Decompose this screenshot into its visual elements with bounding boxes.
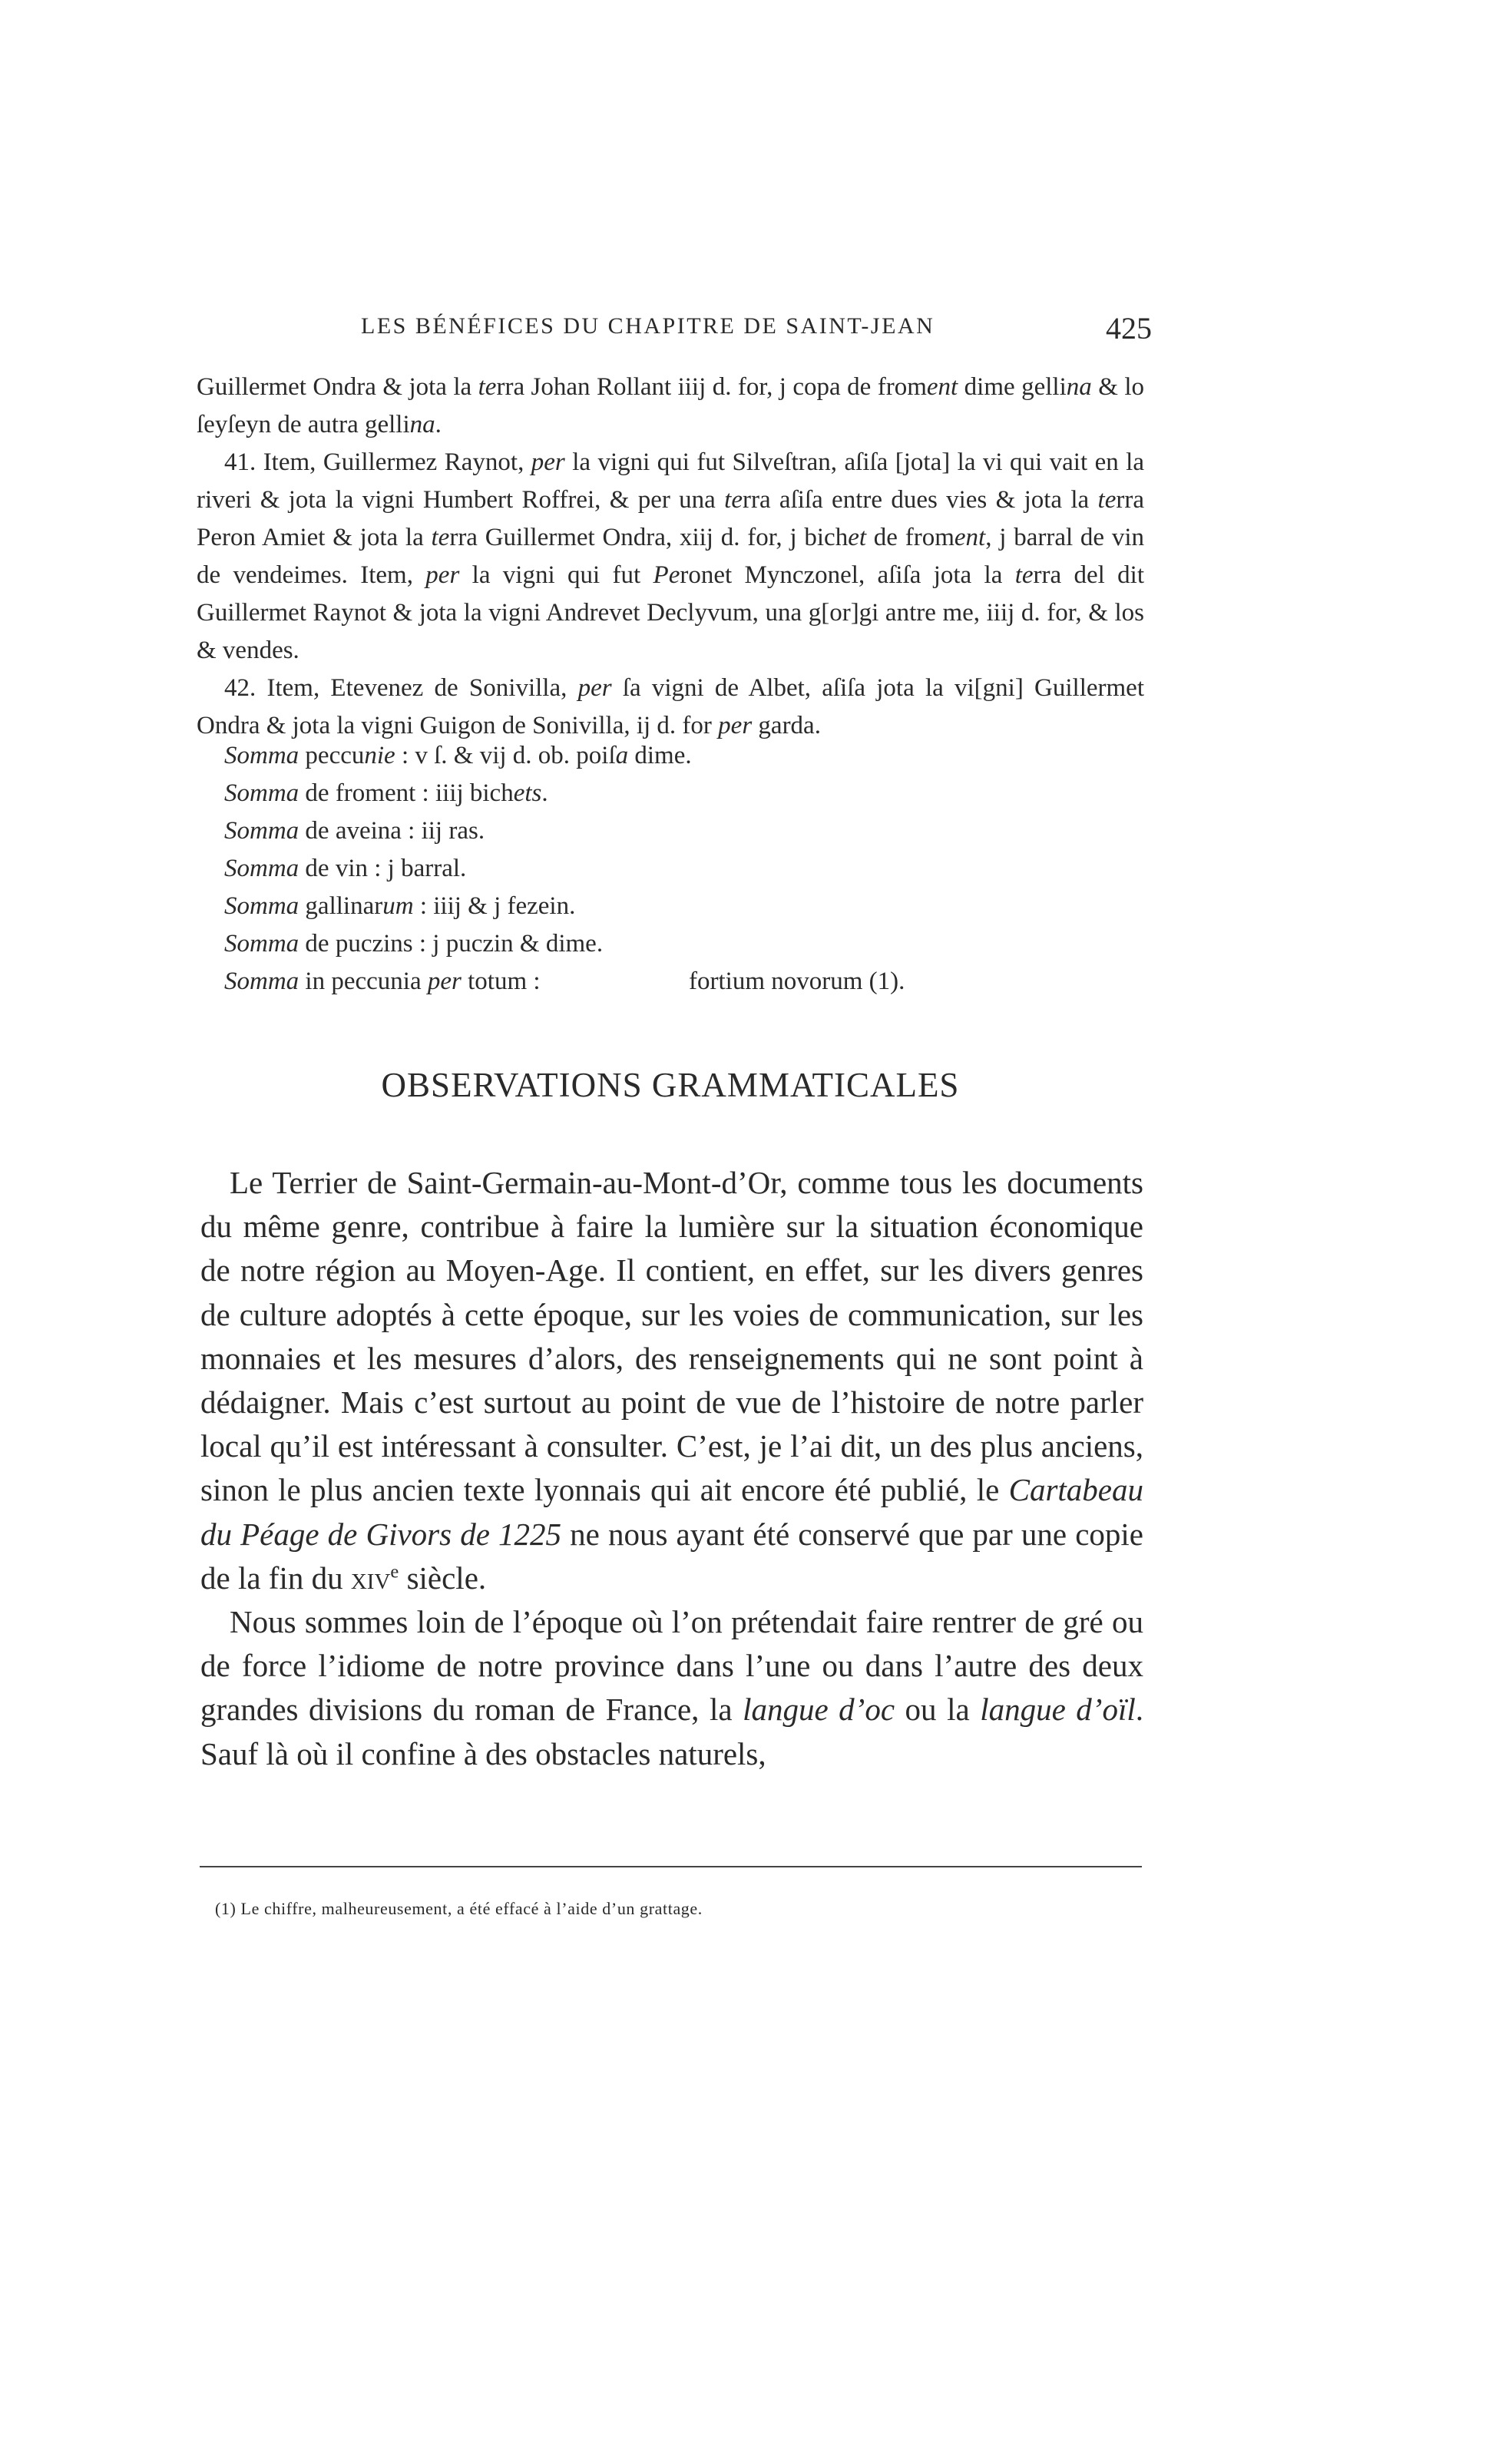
- running-title: LES BÉNÉFICES DU CHAPITRE DE SAINT-JEAN: [361, 313, 935, 339]
- charter-paragraph: Guillermet Ondra & jota la terra Johan Rollant iiij d. for, j copa de froment dime gellina & lo ſeyſeyn de autra gellina.: [197, 373, 1144, 438]
- sum-total-value: fortium novorum (1).: [689, 968, 905, 995]
- sum-total-label: Somma in peccunia per totum :: [224, 968, 541, 995]
- sum-line: Somma peccunie : v ſ. & vij d. ob. poiſa dime.: [224, 742, 692, 769]
- sum-line: Somma gallinarum : iiij & j fezein.: [224, 892, 576, 920]
- footnote: (1) Le chiffre, malheureusement, a été effacé à l’aide d’un grattage.: [215, 1899, 703, 1918]
- section-title: OBSERVATIONS GRAMMATICALES: [381, 1066, 960, 1104]
- charter-item-42: 42. Item, Etevenez de Sonivilla, per ſa vigni de Albet, aſiſa jota la vi[gni] Guillermet Ondra & jota la vigni Guigon de Sonivilla, ij d. for per garda.: [197, 674, 1144, 739]
- charter-text: [197, 369, 1144, 745]
- body-paragraph: Nous sommes loin de l’époque où l’on prétendait faire rentrer de gré ou de force l’idiome de notre province dans l’une ou dans l’autre des deux grandes divisions du roman de France, la langue d’oc ou la langue d’oïl. Sauf là où il confine à des obstacles naturels,: [200, 1604, 1143, 1771]
- body-text: [200, 1161, 1143, 1776]
- sum-line: Somma de vin : j barral.: [224, 855, 467, 882]
- sum-line: Somma de froment : iiij bichets.: [224, 779, 548, 807]
- charter-item-41: 41. Item, Guillermez Raynot, per la vigni qui fut Silveſtran, aſiſa [jota] la vi qui vait en la riveri & jota la vigni Humbert Roffrei, & per una terra aſiſa entre dues vies & jota la terra Peron Amiet & jota la terra Guillermet Ondra, xiij d. for, j bichet de froment, j barral de vin de vendeimes. Item, per la vigni qui fut Peronet Mynczonel, aſiſa jota la terra del dit Guillermet Raynot & jota la vigni Andrevet Declyvum, una g[or]gi antre me, iiij d. for, & los & vendes.: [197, 448, 1145, 664]
- page-number: 425: [1106, 311, 1152, 346]
- body-paragraph: Le Terrier de Saint-Germain-au-Mont-d’Or, comme tous les documents du même genre, contribue à faire la lumière sur la situation économique de notre région au Moyen-Age. Il contient, en effet, sur les divers genres de culture adoptés à cette époque, sur les voies de communication, sur les monnaies et les mesures d’alors, des renseignements qui ne sont point à dédaigner. Mais c’est surtout au point de vue de l’histoire de notre parler local qu’il est intéressant à consulter. C’est, je l’ai dit, un des plus anciens, sinon le plus ancien texte lyonnais qui ait encore été publié, le Cartabeau du Péage de Givors de 1225 ne nous ayant été conservé que par une copie de la fin du xiv$^e$ siècle.: [200, 1165, 1143, 1596]
- sum-line: Somma de aveina : iij ras.: [224, 817, 485, 845]
- running-head: [361, 310, 1152, 349]
- sums-list: [224, 737, 1146, 1001]
- footnote-rule: [200, 1866, 1142, 1867]
- sum-line-total: [224, 963, 1146, 1001]
- sum-line: Somma de puczins : j puczin & dime.: [224, 930, 604, 958]
